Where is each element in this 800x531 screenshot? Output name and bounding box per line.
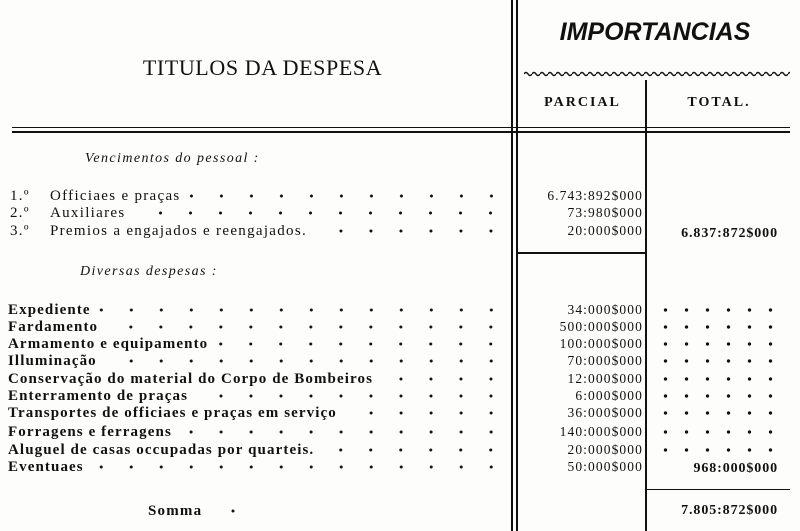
item-label: Eventuaes (8, 459, 84, 475)
row-label-cell (10, 187, 506, 205)
column-header-importancias: IMPORTANCIAS (559, 18, 751, 46)
row-label-cell (8, 441, 506, 459)
table-row (0, 370, 800, 388)
table-row (0, 423, 800, 441)
row-label-cell (8, 404, 506, 422)
somma-row (0, 502, 800, 520)
total-rule (647, 489, 790, 490)
leader-dots (133, 204, 506, 222)
column-header-parcial: PARCIAL (544, 95, 621, 110)
item-label: Auxiliares (50, 205, 126, 221)
item-label: Aluguel de casas occupadas por quarteis. (8, 442, 315, 458)
item-label: Officiaes e praças (50, 188, 181, 204)
item-label: Transportes de officiaes e praças em serviço (8, 405, 337, 421)
item-label: Fardamento (8, 319, 99, 335)
table-row (0, 204, 800, 222)
leader-dots (655, 318, 780, 336)
table-row (0, 187, 800, 205)
parcial-value: 36:000$000 (567, 405, 643, 420)
leader-dots (315, 222, 506, 240)
leader-dots (655, 370, 780, 388)
leader-dots (92, 458, 506, 476)
row-label-cell (8, 318, 506, 336)
parcial-value: 6.743:892$000 (547, 188, 643, 203)
total-value: 6.837:872$000 (681, 226, 778, 241)
section-heading: Diversas despesas : (80, 264, 218, 279)
leader-dots (345, 404, 506, 422)
leader-dots (216, 335, 506, 353)
table-row (0, 222, 800, 240)
item-number: 2.º (10, 205, 30, 221)
parcial-value: 20:000$000 (567, 442, 643, 457)
parcial-value: 34:000$000 (567, 302, 643, 317)
item-label: Illuminação (8, 353, 97, 369)
horizontal-rule (12, 131, 790, 133)
row-label-cell (10, 222, 506, 240)
column-header-total: TOTAL. (687, 95, 751, 110)
parcial-value: 70:000$000 (567, 353, 643, 368)
leader-dots (105, 352, 506, 370)
item-number: 1.º (10, 188, 30, 204)
leader-dots (655, 404, 780, 422)
table-row (0, 458, 800, 476)
leader-dots (655, 352, 780, 370)
table-row (0, 352, 800, 370)
parcial-value: 140:000$000 (559, 424, 643, 439)
item-label: Conservação do material do Corpo de Bombeiros (8, 371, 374, 387)
row-label-cell (8, 458, 506, 476)
subtotal-rule (517, 252, 647, 254)
row-label-cell (8, 352, 506, 370)
somma-label: Somma (148, 503, 203, 519)
parcial-value: 50:000$000 (567, 459, 643, 474)
leader-dots (655, 387, 780, 405)
leader-dots (106, 318, 506, 336)
leader-dots (180, 423, 506, 441)
item-label: Armamento e equipamento (8, 336, 209, 352)
table-row (0, 387, 800, 405)
item-label: Premios a engajados e reengajados. (50, 223, 308, 239)
table-row (0, 318, 800, 336)
parcial-value: 500:000$000 (559, 319, 643, 334)
item-number: 3.º (10, 223, 30, 239)
leader-dots (189, 187, 506, 205)
leader-dots (322, 441, 506, 459)
row-label-cell (8, 387, 506, 405)
item-label: Forragens e ferragens (8, 424, 172, 440)
parcial-value: 12:000$000 (567, 371, 643, 386)
table-row (0, 301, 800, 319)
table-row (0, 441, 800, 459)
row-label-cell (8, 301, 506, 319)
table-row (0, 335, 800, 353)
row-label-cell (8, 335, 506, 353)
parcial-value: 6:000$000 (575, 388, 643, 403)
leader-dots (381, 370, 506, 388)
leader-dots (196, 387, 506, 405)
column-header-titulos: TITULOS DA DESPESA (142, 55, 383, 80)
parcial-value: 100:000$000 (559, 336, 643, 351)
leader-dots (655, 301, 780, 319)
item-label: Enterramento de praças (8, 388, 189, 404)
section-heading: Vencimentos do pessoal : (85, 151, 260, 166)
grand-total-value: 7.805:872$000 (681, 503, 778, 518)
item-label: Expediente (8, 302, 91, 318)
parcial-value: 73:980$000 (567, 205, 643, 220)
leader-dots (655, 423, 780, 441)
leader-dots (99, 301, 506, 319)
wavy-rule (524, 69, 790, 79)
row-label-cell (10, 204, 506, 222)
parcial-value: 20:000$000 (567, 223, 643, 238)
row-label-cell (8, 370, 506, 388)
leader-dots (655, 441, 780, 459)
leader-dots (218, 502, 248, 520)
row-label-cell (8, 423, 506, 441)
table-row (0, 404, 800, 422)
total-value: 968:000$000 (693, 461, 778, 476)
horizontal-rule (12, 127, 790, 128)
leader-dots (655, 335, 780, 353)
